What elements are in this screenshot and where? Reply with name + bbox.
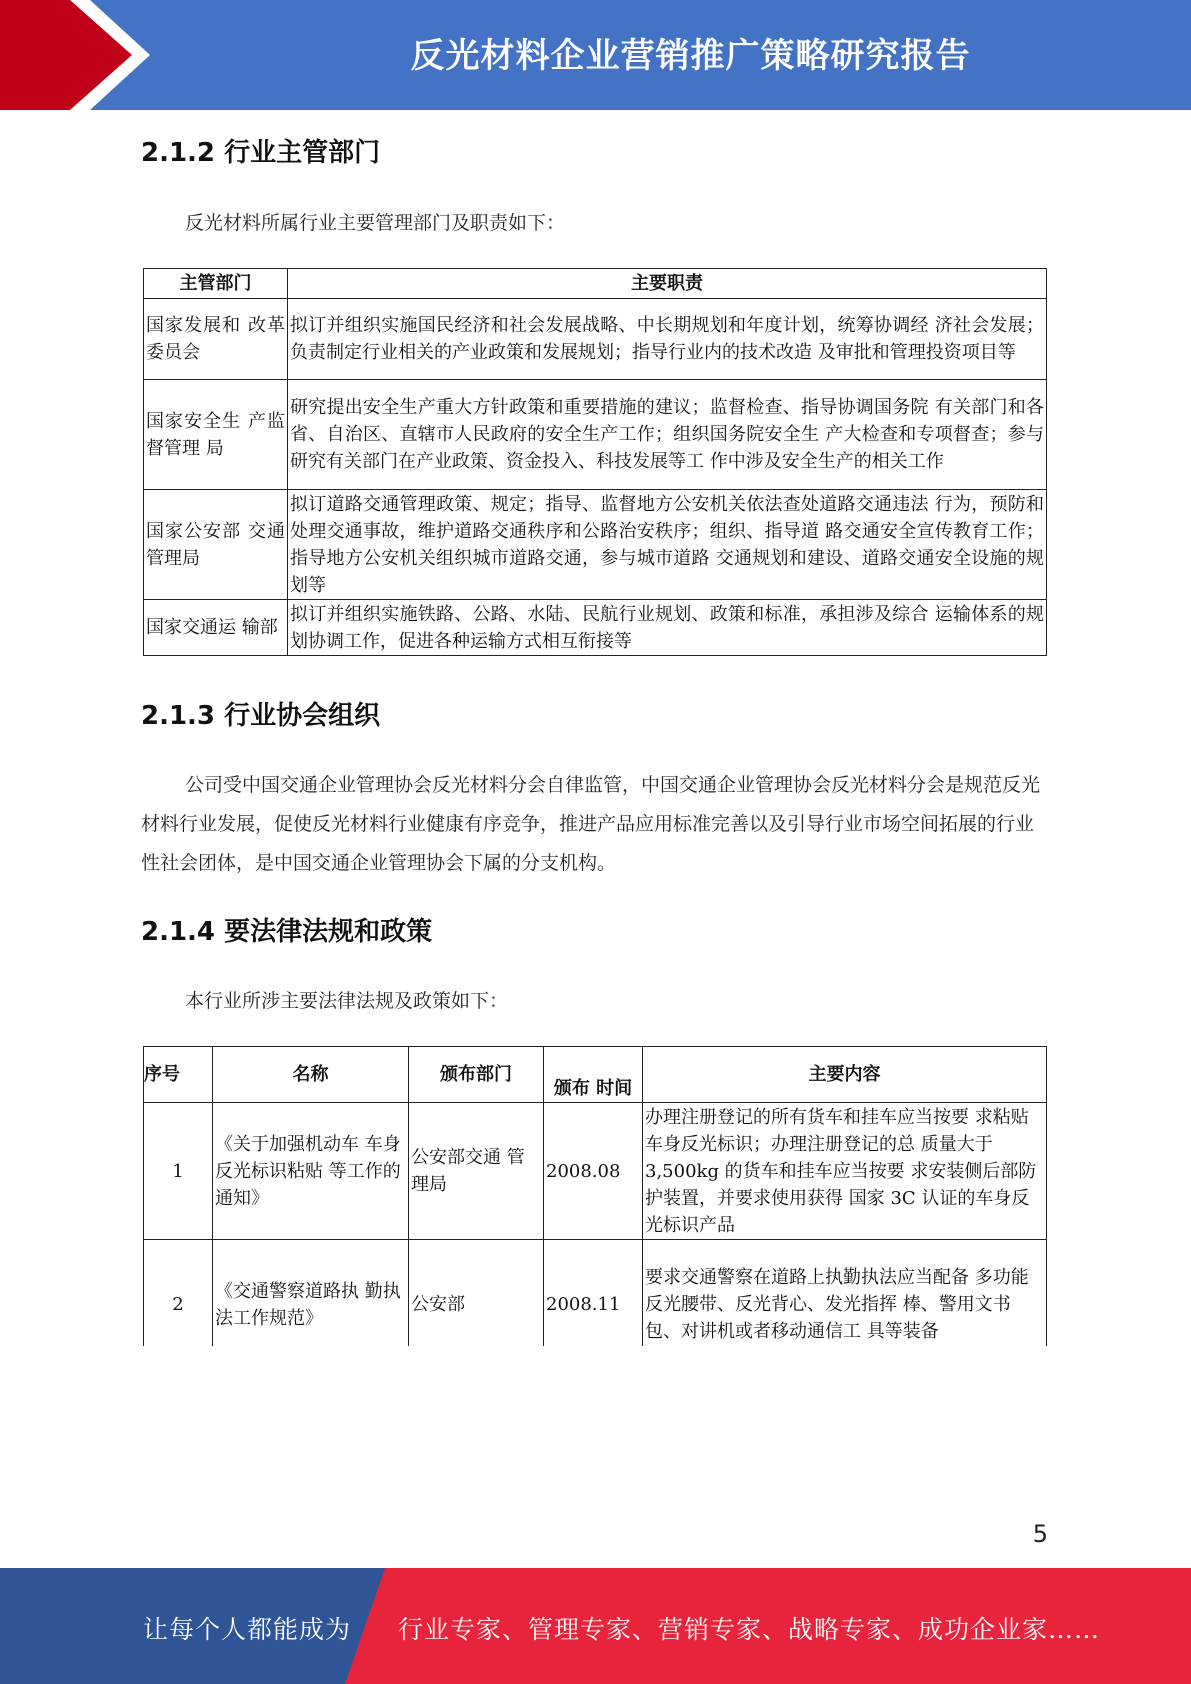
duty-cell: 拟订并组织实施铁路、公路、水陆、民航行业规划、政策和标准，承担涉及综合 运输体系的规划协调工作，促进各种运输方式相互衔接等 [288, 600, 1047, 656]
header-arrow-decoration [0, 0, 150, 110]
column-header-content: 主要内容 [643, 1047, 1047, 1103]
table-row [144, 600, 1047, 656]
section-2-1-3-text: 公司受中国交通企业管理协会反光材料分会自律监管，中国交通企业管理协会反光材料分会是规范反光材料行业发展，促使反光材料行业健康有序竞争，推进产品应用标准完善以及引导行业市场空间拓展的行业性社会团体，是中国交通企业管理协会下属的分支机构。 [141, 774, 1041, 874]
content-cell: 办理注册登记的所有货车和挂车应当按要 求粘贴车身反光标识；办理注册登记的总 质量大于 3,500kg 的货车和挂车应当按要 求安装侧后部防护装置，并要求使用获得 国家 3C 认证的车身反光标识产品 [643, 1103, 1047, 1240]
column-header-dept: 主管部门 [144, 269, 288, 299]
page-header [0, 0, 1191, 110]
duty-cell: 研究提出安全生产重大方针政策和重要措施的建议；监督检查、指导协调国务院 有关部门和各省、自治区、直辖市人民政府的安全生产工作；组织国务院安全生 产大检查和专项督查；参与研究有关部门在产业政策、资金投入、科技发展等工 作中涉及安全生产的相关工作 [288, 380, 1047, 490]
table-row [144, 380, 1047, 490]
column-header-name: 名称 [213, 1047, 409, 1103]
table-page-break-mask [130, 1346, 1070, 1406]
content-cell: 要求交通警察在道路上执勤执法应当配备 多功能反光腰带、反光背心、发光指挥 棒、警用文书包、对讲机或者移动通信工 具等装备 [643, 1240, 1047, 1370]
table-header-row [144, 1047, 1047, 1103]
footer-slogan-left: 让每个人都能成为 [143, 1615, 352, 1644]
page-number: 5 [1032, 1520, 1048, 1548]
regulations-table [143, 1046, 1047, 1370]
dept-cell: 公安部交通 管理局 [409, 1103, 544, 1240]
duty-cell: 拟订并组织实施国民经济和社会发展战略、中长期规划和年度计划，统筹协调经 济社会发展；负责制定行业相关的产业政策和发展规划；指导行业内的技术改造 及审批和管理投资项目等 [288, 299, 1047, 380]
column-header-dept: 颁布部门 [409, 1047, 544, 1103]
authorities-table [143, 268, 1047, 656]
table-row [144, 490, 1047, 600]
name-cell: 《交通警察道路执 勤执法工作规范》 [213, 1240, 409, 1370]
index-cell: 2 [144, 1240, 213, 1370]
document-title: 反光材料企业营销推广策略研究报告 [410, 36, 971, 76]
index-cell: 1 [144, 1103, 213, 1240]
footer-slogan-right: 行业专家、管理专家、营销专家、战略专家、成功企业家…… [398, 1615, 1101, 1644]
column-header-duty: 主要职责 [288, 269, 1047, 299]
column-header-date: 颁布 时间 [544, 1047, 643, 1103]
section-2-1-2-intro: 反光材料所属行业主要管理部门及职责如下： [185, 212, 566, 234]
section-2-1-4-intro: 本行业所涉主要法律法规及政策如下： [185, 990, 509, 1012]
section-heading-2-1-3: 2.1.3 行业协会组织 [141, 701, 381, 731]
dept-cell: 国家发展和 改革委员会 [144, 299, 288, 380]
section-heading-2-1-2: 2.1.2 行业主管部门 [141, 138, 381, 168]
dept-cell: 国家公安部 交通管理局 [144, 490, 288, 600]
table-row [144, 299, 1047, 380]
table-row [144, 1103, 1047, 1240]
dept-cell: 公安部 [409, 1240, 544, 1370]
name-cell: 《关于加强机动车 车身反光标识粘贴 等工作的通知》 [213, 1103, 409, 1240]
dept-cell: 国家交通运 输部 [144, 600, 288, 656]
date-cell: 2008.08 [544, 1103, 643, 1240]
page-footer [0, 1568, 1191, 1684]
date-cell: 2008.11 [544, 1240, 643, 1370]
section-heading-2-1-4: 2.1.4 要法律法规和政策 [141, 917, 433, 947]
column-header-index: 序号 [144, 1047, 213, 1103]
table-header-row [144, 269, 1047, 299]
dept-cell: 国家安全生 产监督管理 局 [144, 380, 288, 490]
duty-cell: 拟订道路交通管理政策、规定；指导、监督地方公安机关依法查处道路交通违法 行为，预防和处理交通事故，维护道路交通秩序和公路治安秩序；组织、指导道 路交通安全宣传教育工作；指导地方公安机关组织城市道路交通，参与城市道路 交通规划和建设、道路交通安全设施的规划等 [288, 490, 1047, 600]
